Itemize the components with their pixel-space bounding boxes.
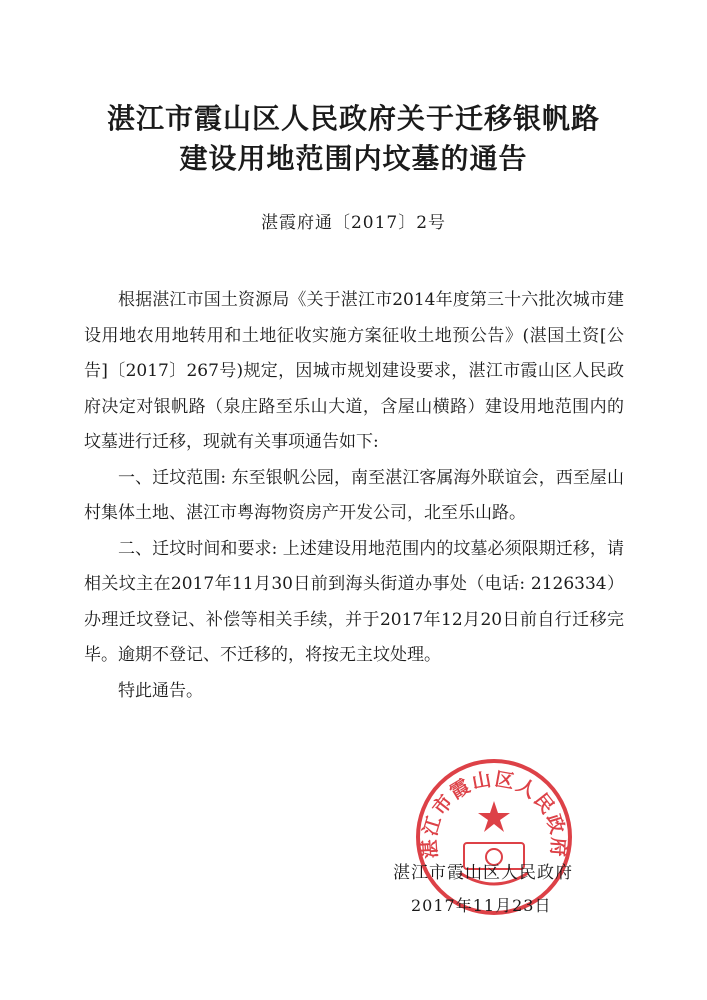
document-title-line-2: 建设用地范围内坟墓的通告 <box>179 142 528 175</box>
document-body <box>84 283 624 709</box>
scope-paragraph: 一、迁坟范围: 东至银帆公园，南至湛江客属海外联谊会，西至屋山村集体土地、湛江市粤海物资房产开发公司，北至乐山路。 <box>84 467 624 523</box>
document-number: 湛霞府通〔2017〕2号 <box>260 213 447 233</box>
document-title-line-1: 湛江市霞山区人民政府关于迁移银帆路 <box>106 102 600 135</box>
closing-paragraph: 特此通告。 <box>118 680 203 701</box>
time-requirement-paragraph: 二、迁坟时间和要求: 上述建设用地范围内的坟墓必须限期迁移，请相关坟主在2017年11月30日前到海头街道办事处（电话: 2126334）办理迁坟登记、补偿等相关手续，并于2017年12月20日前自行迁移完毕。逾期不登记、不迁移的，将按无主坟处理。 <box>84 538 624 665</box>
svg-text:湛江市霞山区人民政府: 湛江市霞山区人民政府 <box>418 768 570 860</box>
issue-date: 2017年11月23日 <box>411 896 552 915</box>
intro-paragraph: 根据湛江市国土资源局《关于湛江市2014年度第三十六批次城市建设用地农用地转用和土地征收实施方案征收土地预公告》(湛国土资[公告]〔2017〕267号)规定，因城市规划建设要求，湛江市霞山区人民政府决定对银帆路（泉庄路至乐山大道，含屋山横路）建设用地范围内的坟墓进行迁移，现就有关事项通告如下: <box>84 290 624 452</box>
issuer-signature: 湛江市霞山区人民政府 <box>393 863 573 883</box>
